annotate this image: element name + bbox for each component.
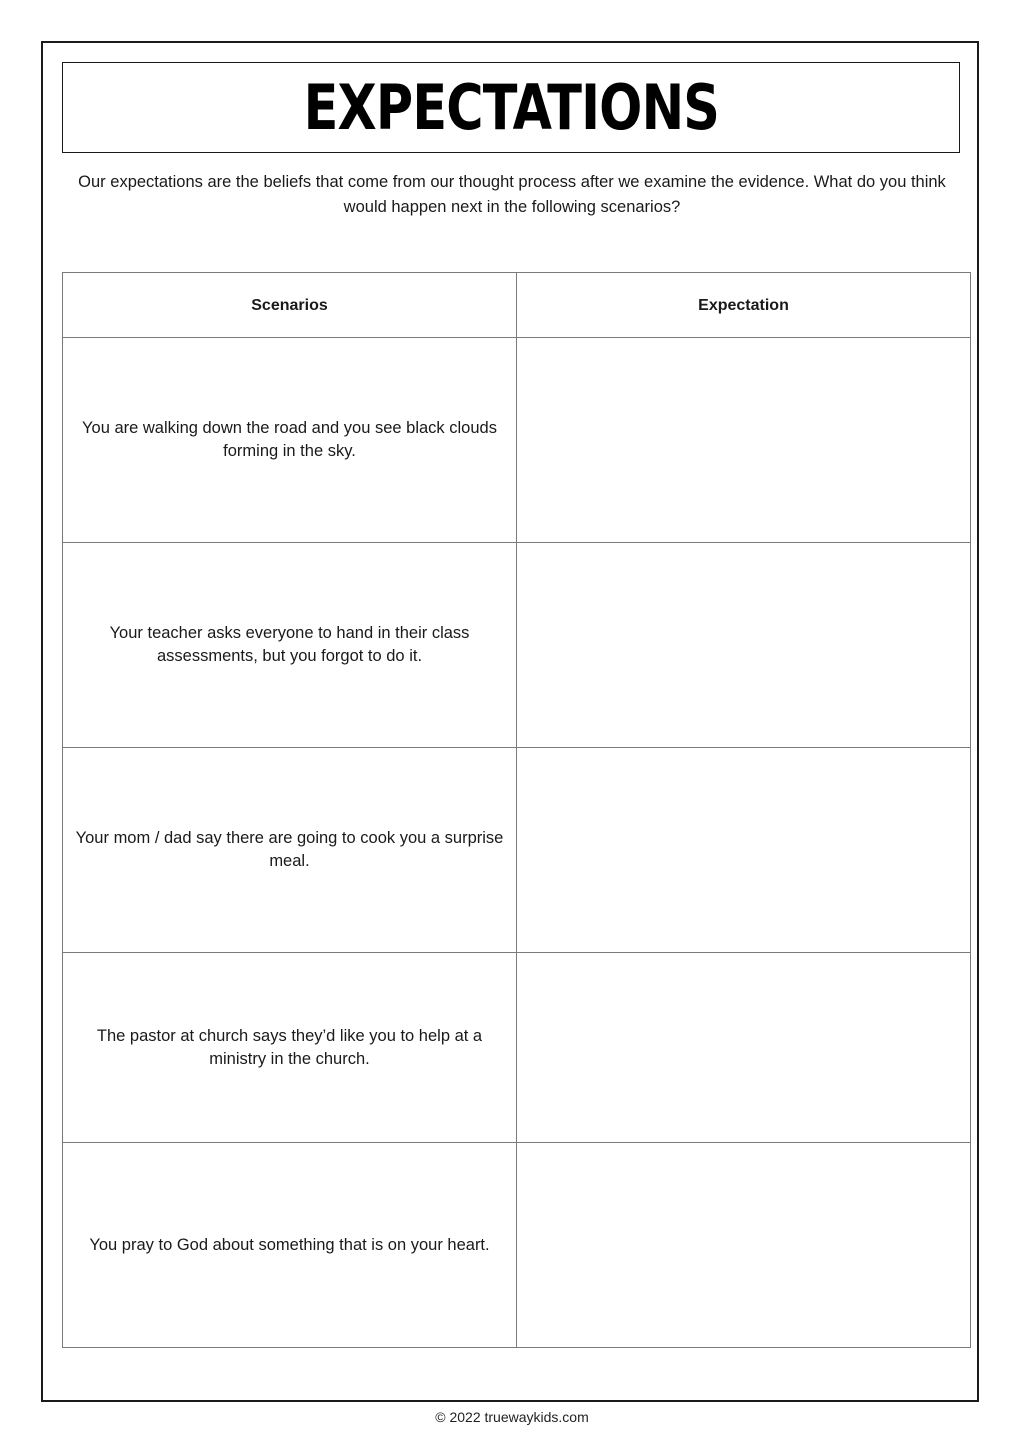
table-header-row [63,273,971,338]
expectation-cell[interactable] [517,748,971,953]
scenario-cell: Your mom / dad say there are going to cook you a surprise meal. [63,748,517,953]
scenarios-header: Scenarios [63,273,517,338]
scenario-cell: Your teacher asks everyone to hand in their class assessments, but you forgot to do it. [63,543,517,748]
scenario-cell: You are walking down the road and you see black clouds forming in the sky. [63,338,517,543]
expectation-cell[interactable] [517,543,971,748]
scenario-cell: You pray to God about something that is on your heart. [63,1143,517,1348]
expectation-cell[interactable] [517,1143,971,1348]
copyright-footer: © 2022 truewaykids.com [435,1409,589,1425]
expectation-cell[interactable] [517,953,971,1143]
page-title: EXPECTATIONS [303,70,719,144]
scenario-cell: The pastor at church says they’d like you to help at a ministry in the church. [63,953,517,1143]
table-row [63,543,971,748]
scenarios-table [62,272,971,1348]
intro-paragraph: Our expectations are the beliefs that come from our thought process after we examine the evidence. What do you think would happen next in the following scenarios? [78,173,946,216]
table-row [63,953,971,1143]
title-box [62,62,960,153]
table-row [63,338,971,543]
expectation-cell[interactable] [517,338,971,543]
table-row [63,748,971,953]
table-row [63,1143,971,1348]
expectation-header: Expectation [517,273,971,338]
